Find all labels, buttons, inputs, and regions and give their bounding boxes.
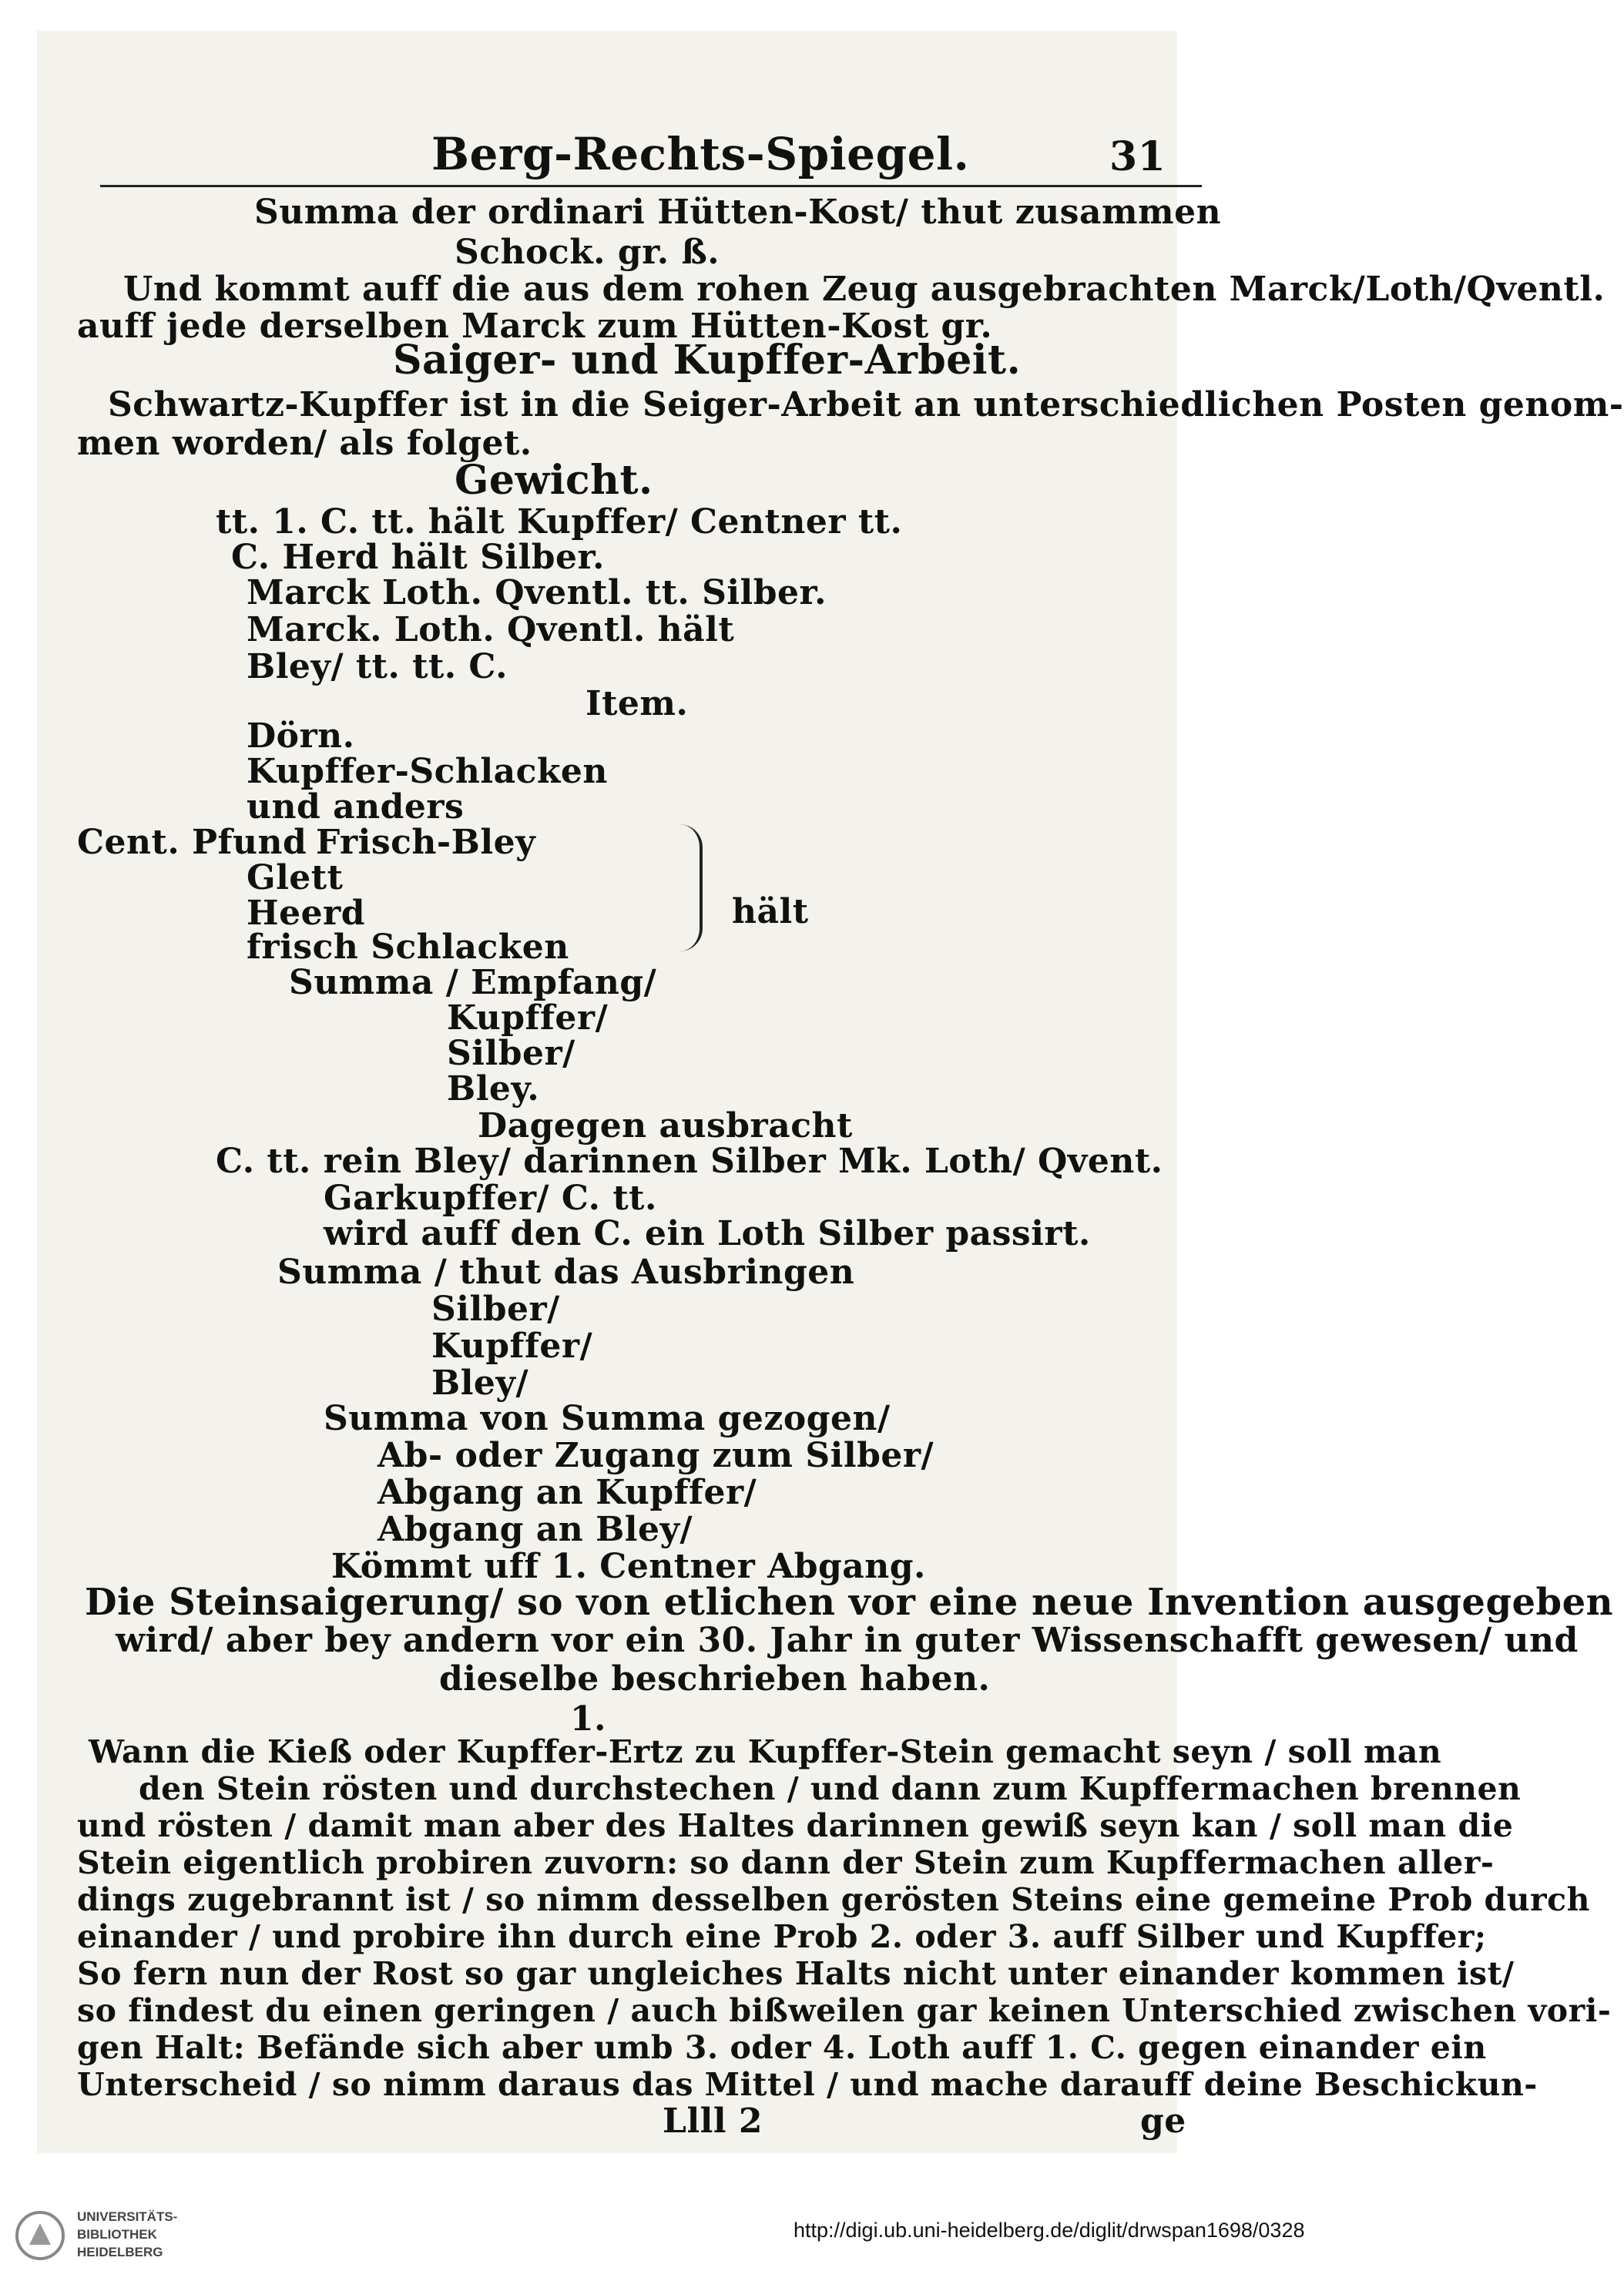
text-line: den Stein rösten und durchstechen / und dann zum Kupffermachen brennen	[139, 1770, 1522, 1807]
section-heading: Saiger- und Kupffer-Arbeit.	[393, 337, 1022, 384]
text-line: frisch Schlacken	[247, 927, 569, 967]
text-line: Kupffer-Schlacken	[247, 752, 608, 791]
text-line: Ab- oder Zugang zum Silber/	[377, 1436, 934, 1475]
source-url[interactable]: http://digi.ub.uni-heidelberg.de/diglit/drwspan1698/0328	[794, 2219, 1305, 2242]
text-line: Silber/	[431, 1290, 560, 1329]
text-line: Summa der ordinari Hütten-Kost/ thut zusammen	[254, 193, 1222, 232]
text-line: Item.	[586, 684, 689, 723]
text-line: so findest du einen geringen / auch bißweilen gar keinen Unterschied zwischen vori-	[77, 1992, 1612, 2029]
text-line: wird auff den C. ein Loth Silber passirt.	[324, 1214, 1091, 1253]
text-line: Bley/	[431, 1364, 529, 1403]
text-line: Kömmt uff 1. Centner Abgang.	[331, 1547, 926, 1586]
text-line: So fern nun der Rost so gar ungleiches Halts nicht unter einander kommen ist/	[77, 1955, 1515, 1992]
text-line: gen Halt: Befände sich aber umb 3. oder 4. Loth auff 1. C. gegen einander ein	[77, 2029, 1487, 2066]
text-line: dings zugebrannt ist / so nimm desselben gerösten Steins eine gemeine Prob durch	[77, 1881, 1590, 1918]
catchword: ge	[1140, 2101, 1186, 2141]
subheading: Gewicht.	[455, 457, 653, 504]
brace	[678, 824, 703, 951]
text-line: auff jede derselben Marck zum Hütten-Kost gr.	[77, 307, 993, 346]
text-line: Stein eigentlich probiren zuvorn: so dann der Stein zum Kupffermachen aller-	[77, 1844, 1495, 1881]
university-seal-icon	[14, 2209, 66, 2262]
text-line: Abgang an Kupffer/	[377, 1473, 757, 1512]
text-line: Marck Loth. Qventl. tt. Silber.	[247, 573, 827, 612]
text-line: Marck. Loth. Qventl. hält	[247, 610, 735, 649]
text-line: Unterscheid / so nimm daraus das Mittel / und mache darauff deine Beschickun-	[77, 2066, 1538, 2103]
text-line: hält	[732, 892, 809, 931]
text-line: Bley/ tt. tt. C.	[247, 647, 508, 686]
text-line: men worden/ als folget.	[77, 424, 532, 463]
text-line: C. Herd hält Silber.	[231, 538, 605, 577]
text-line: tt. 1. C. tt. hält Kupffer/ Centner tt.	[216, 502, 903, 542]
text-line: Abgang an Bley/	[377, 1510, 693, 1549]
text-line: wird/ aber bey andern vor ein 30. Jahr in guter Wissenschafft gewesen/ und	[116, 1621, 1579, 1660]
signature-mark: Llll 2	[663, 2101, 763, 2141]
text-line: Wann die Kieß oder Kupffer-Ertz zu Kupffer-Stein gemacht seyn / soll man	[89, 1733, 1442, 1770]
text-line: Und kommt auff die aus dem rohen Zeug ausgebrachten Marck/Loth/Qventl.	[123, 270, 1606, 309]
text-line: Silber/	[447, 1034, 575, 1073]
header-rule	[100, 185, 1202, 187]
section-heading: Die Steinsaigerung/ so von etlichen vor eine neue Invention ausgegeben	[85, 1581, 1614, 1624]
text-line: dieselbe beschrieben haben.	[439, 1659, 991, 1699]
text-line: Schwartz-Kupffer ist in die Seiger-Arbeit an unterschiedlichen Posten genom-	[108, 385, 1624, 424]
text-line: Dagegen ausbracht	[478, 1106, 853, 1146]
running-header: Berg-Rechts-Spiegel.	[431, 128, 970, 180]
text-line: und anders	[247, 787, 465, 827]
text-line: einander / und probire ihn durch eine Prob 2. oder 3. auff Silber und Kupffer;	[77, 1918, 1487, 1955]
text-line: Kupffer/	[431, 1327, 593, 1366]
text-line: Glett	[247, 858, 344, 897]
paragraph-number: 1.	[570, 1699, 606, 1739]
text-line: Garkupffer/ C. tt.	[324, 1179, 657, 1218]
text-line: Cent. Pfund	[77, 823, 307, 862]
text-line: Schock. gr. ß.	[455, 233, 720, 272]
text-line: Summa / thut das Ausbringen	[277, 1253, 855, 1292]
text-line: Dörn.	[247, 716, 355, 756]
text-line: Summa / Empfang/	[289, 963, 657, 1002]
library-logo-text: UNIVERSITÄTS- BIBLIOTHEK HEIDELBERG	[77, 2209, 178, 2259]
text-line: Kupffer/	[447, 998, 609, 1038]
page-number: 31	[1109, 133, 1166, 180]
text-line: Frisch-Bley	[316, 823, 536, 862]
text-line: Summa von Summa gezogen/	[324, 1399, 891, 1438]
text-line: Bley.	[447, 1069, 540, 1109]
text-line: C. tt. rein Bley/ darinnen Silber Mk. Loth/ Qvent.	[216, 1142, 1163, 1181]
text-line: Heerd	[247, 894, 366, 933]
text-line: und rösten / damit man aber des Haltes darinnen gewiß seyn kan / soll man die	[77, 1807, 1514, 1844]
